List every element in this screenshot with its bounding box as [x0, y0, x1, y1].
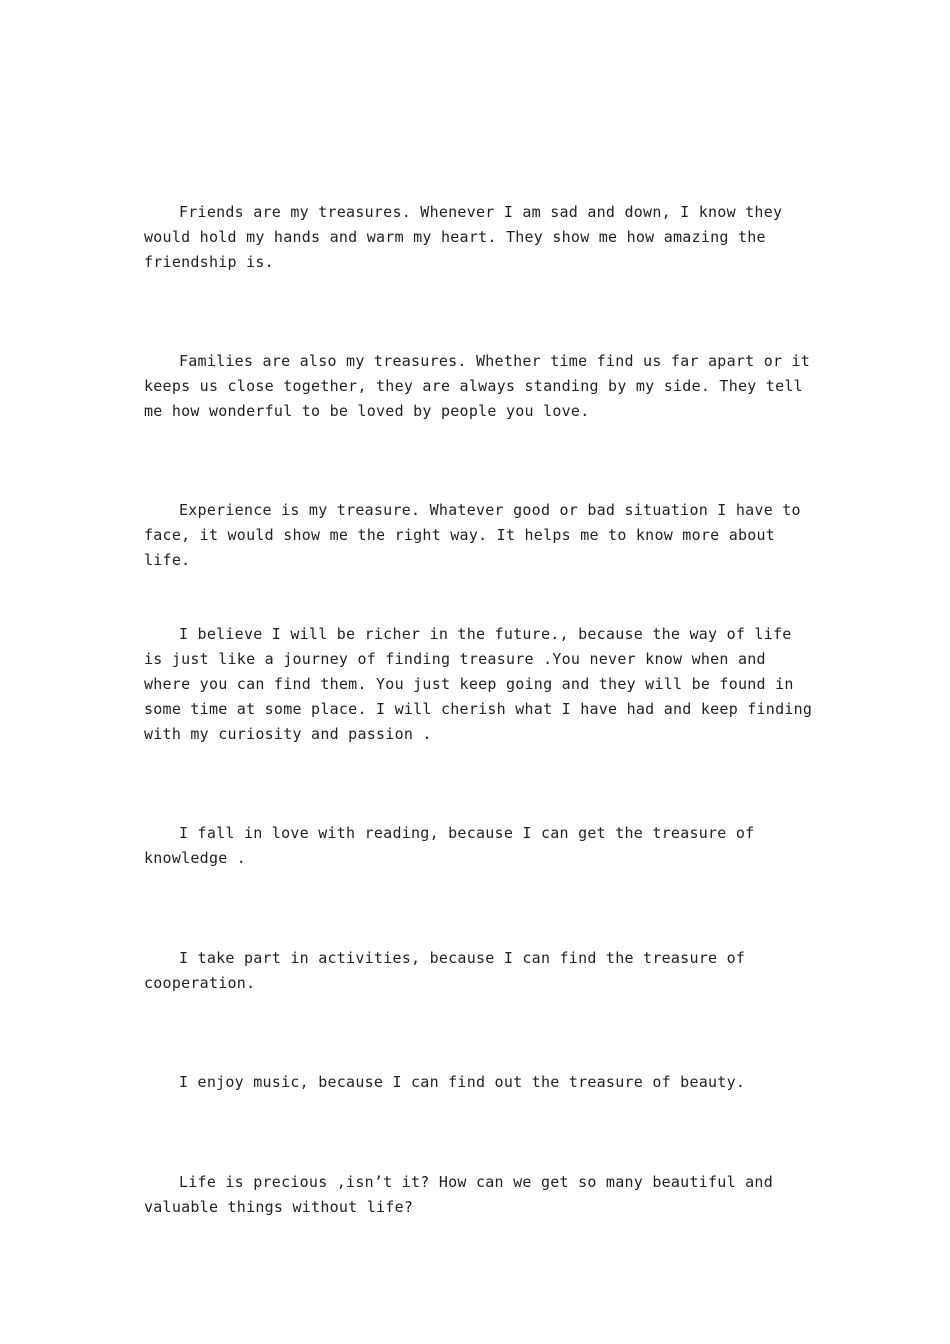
paragraph-future: I believe I will be richer in the future., because the way of life is just like a journey of finding treasure .You never know when and where you can find them. You just keep going and they will be found in some time at some place. I will cherish what I have had and keep finding with my curiosity and passion . [144, 625, 813, 743]
paragraph-experience: Experience is my treasure. Whatever good or bad situation I have to face, it would show me the right way. It helps me to know more about life. [144, 501, 801, 569]
paragraph-activities: I take part in activities, because I can find the treasure of cooperation. [144, 949, 746, 992]
paragraph-music: I enjoy music, because I can find out the treasure of beauty. [179, 1073, 746, 1091]
paragraph-families: Families are also my treasures. Whether time find us far apart or it keeps us close together, they are always standing by my side. They tell me how wonderful to be loved by people you love. [144, 352, 811, 420]
paragraph-life: Life is precious ,isn’t it? How can we get so many beautiful and valuable things without life? [144, 1173, 773, 1216]
paragraph-friends: Friends are my treasures. Whenever I am sad and down, I know they would hold my hands and warm my heart. They show me how amazing the friendship is. [144, 203, 783, 271]
paragraph-reading: I fall in love with reading, because I can get the treasure of knowledge . [144, 824, 755, 867]
